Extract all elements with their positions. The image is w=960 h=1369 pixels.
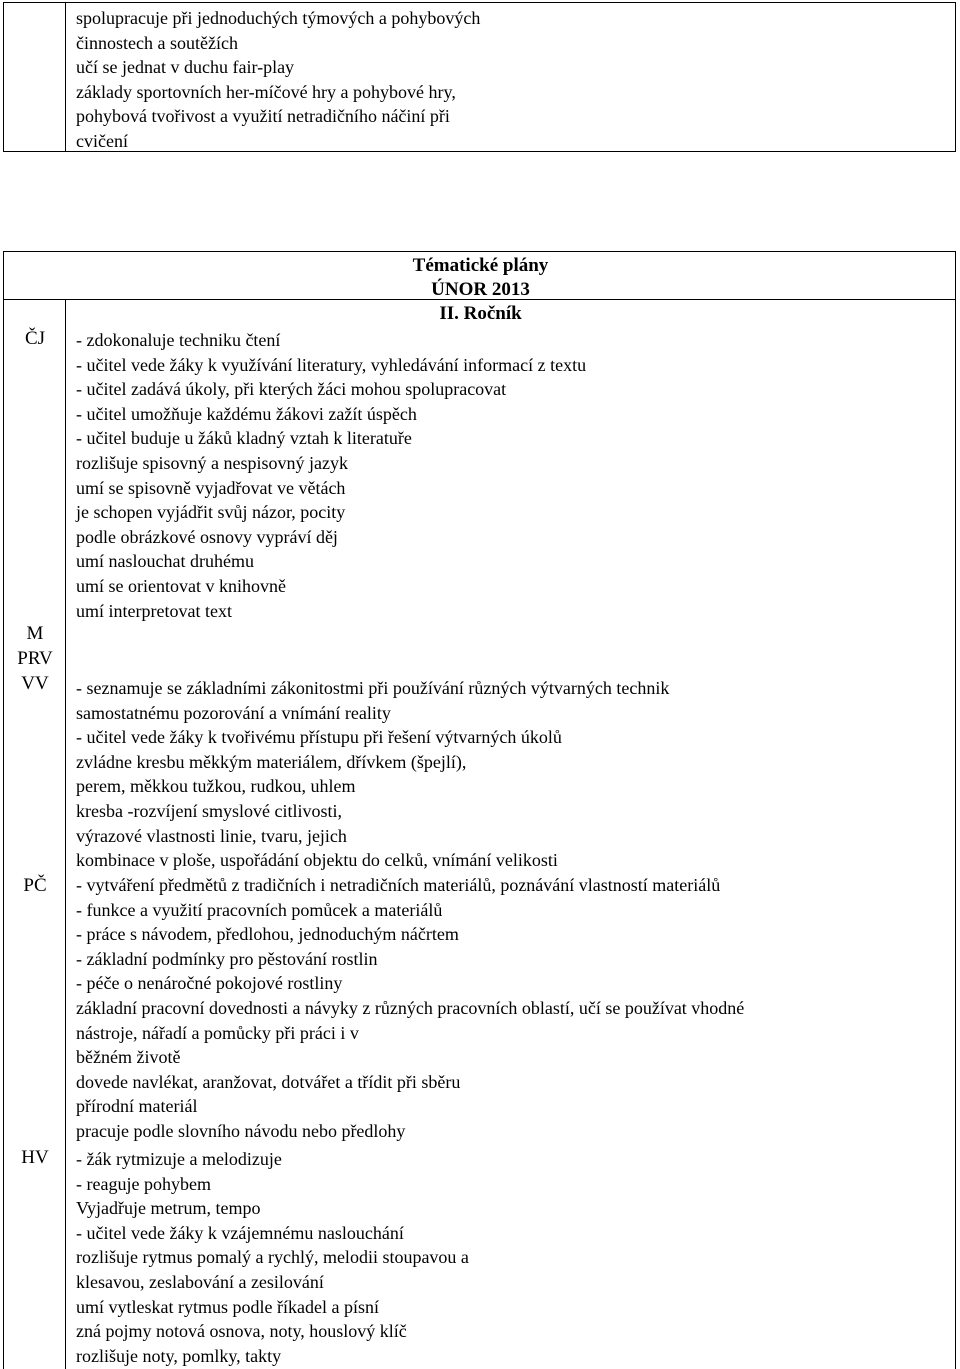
text-line: běžném životě — [76, 1047, 181, 1068]
text-line: - reaguje pohybem — [76, 1173, 211, 1194]
text-line: - funkce a využití pracovních pomůcek a materiálů — [76, 899, 443, 920]
text-line: pracuje podle slovního návodu nebo předlohy — [76, 1120, 406, 1141]
text-line: - zdokonaluje techniku čtení — [76, 330, 281, 350]
subject-code-prv: PRV — [17, 648, 53, 669]
thematic-plan-table — [3, 251, 956, 1369]
plan-title: Tématické plány — [412, 255, 549, 276]
text-line: samostatnému pozorování a vnímání reality — [76, 702, 391, 723]
subject-content-cj — [76, 328, 586, 623]
subject-content-hv — [76, 1147, 469, 1368]
text-line: pohybová tvořivost a využití netradičního náčiní při — [76, 106, 450, 127]
text-line: umí se spisovně vyjadřovat ve větách — [76, 477, 346, 498]
subject-code-pc: PČ — [23, 875, 47, 896]
text-line: rozlišuje rytmus pomalý a rychlý, melodii stoupavou a — [76, 1247, 469, 1268]
text-line: cvičení — [76, 130, 128, 151]
subject-content-pc — [76, 873, 744, 1144]
text-line: - učitel vede žáky k využívání literatury, vyhledávání informací z textu — [76, 354, 587, 375]
text-line: - základní podmínky pro pěstování rostlin — [76, 948, 378, 969]
text-line: činnostech a soutěžích — [76, 32, 238, 53]
plan-grade: II. Ročník — [439, 303, 522, 324]
text-line: - seznamuje se základními zákonitostmi při používání různých výtvarných technik — [76, 678, 670, 698]
column-divider — [65, 3, 66, 151]
text-line: umí vytleskat rytmus podle říkadel a písní — [76, 1296, 379, 1317]
text-line: - učitel vede žáky k tvořivému přístupu při řešení výtvarných úkolů — [76, 727, 562, 748]
text-line: zná pojmy notová osnova, noty, houslový klíč — [76, 1321, 407, 1342]
text-line: podle obrázkové osnovy vypráví děj — [76, 526, 338, 547]
text-line: dovede navlékat, aranžovat, dotvářet a třídit při sběru — [76, 1071, 461, 1092]
text-line: Vyjadřuje metrum, tempo — [76, 1198, 261, 1219]
text-line: kombinace v ploše, uspořádání objektu do celků, vnímání velikosti — [76, 850, 558, 871]
text-line: - učitel buduje u žáků kladný vztah k literatuře — [76, 428, 412, 449]
text-line: - péče o nenáročné pokojové rostliny — [76, 973, 343, 994]
subject-code-vv: VV — [21, 673, 49, 694]
text-line: umí se orientovat v knihovně — [76, 575, 286, 596]
text-line: kresba -rozvíjení smyslové citlivosti, — [76, 800, 342, 821]
subject-content-vv — [76, 676, 669, 873]
plan-month: ÚNOR 2013 — [431, 279, 530, 300]
text-line: výrazové vlastnosti linie, tvaru, jejich — [76, 825, 347, 846]
text-line: umí interpretovat text — [76, 600, 232, 621]
subject-code-m: M — [26, 623, 44, 644]
text-line: přírodní materiál — [76, 1096, 198, 1117]
text-line: nástroje, nářadí a pomůcky při práci i v — [76, 1022, 359, 1043]
text-line: rozlišuje noty, pomlky, takty — [76, 1345, 282, 1366]
text-line: - žák rytmizuje a melodizuje — [76, 1149, 282, 1169]
text-line: - učitel zadává úkoly, při kterých žáci mohou spolupracovat — [76, 379, 507, 400]
column-divider — [65, 299, 66, 1369]
text-line: základy sportovních her-míčové hry a pohybové hry, — [76, 81, 456, 102]
text-line: - učitel vede žáky k vzájemnému naslouchání — [76, 1222, 404, 1243]
text-line: - práce s návodem, předlohou, jednoduchým náčrtem — [76, 924, 459, 945]
previous-plan-text — [76, 6, 480, 154]
text-line: - učitel umožňuje každému žákovi zažít úspěch — [76, 403, 417, 424]
text-line: zvládne kresbu měkkým materiálem, dřívkem (špejlí), — [76, 751, 467, 772]
text-line: základní pracovní dovednosti a návyky z různých pracovních oblastí, učí se používat vhodné — [76, 997, 745, 1018]
text-line: klesavou, zeslabování a zesilování — [76, 1271, 324, 1292]
text-line: perem, měkkou tužkou, rudkou, uhlem — [76, 776, 356, 797]
text-line: rozlišuje spisovný a nespisovný jazyk — [76, 452, 348, 473]
text-line: - vytváření předmětů z tradičních i netradičních materiálů, poznávání vlastností materiálů — [76, 875, 721, 895]
text-line: je schopen vyjádřit svůj názor, pocity — [76, 502, 346, 523]
text-line: učí se jednat v duchu fair-play — [76, 57, 295, 78]
text-line: spolupracuje při jednoduchých týmových a pohybových — [76, 8, 481, 28]
subject-code-hv: HV — [21, 1147, 49, 1168]
subject-code-cj: ČJ — [24, 328, 46, 349]
text-line: umí naslouchat druhému — [76, 551, 254, 572]
previous-plan-table — [3, 2, 956, 152]
